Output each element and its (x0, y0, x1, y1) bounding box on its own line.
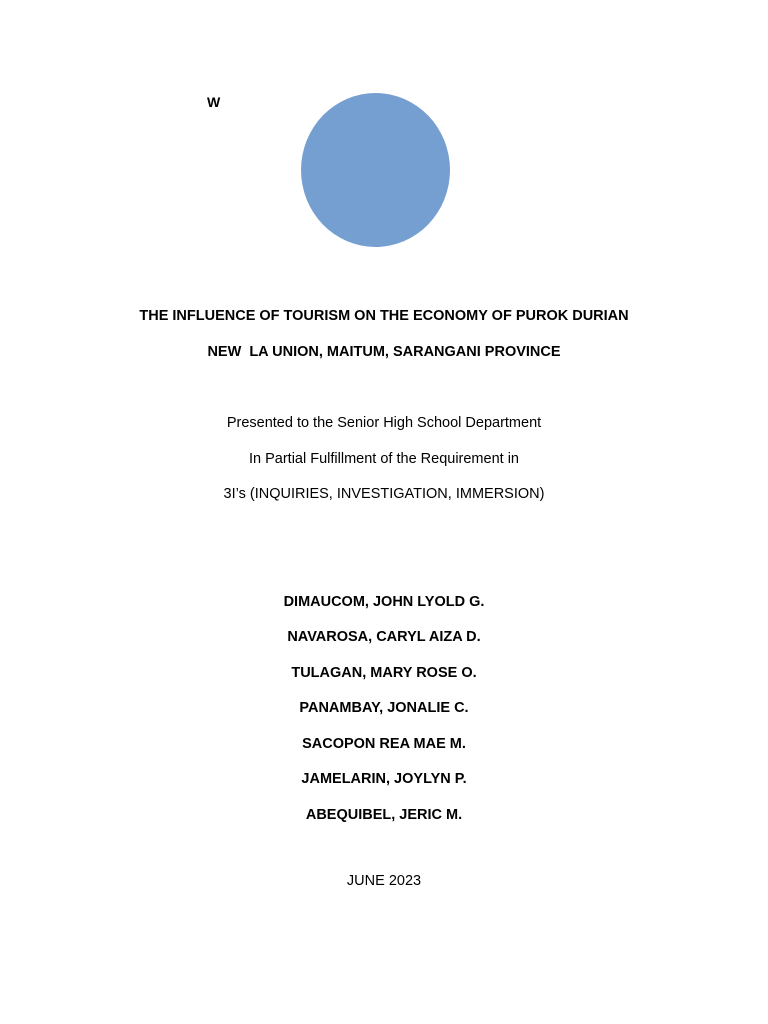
author-name: ABEQUIBEL, JERIC M. (305, 807, 463, 823)
title-line-1: THE INFLUENCE OF TOURISM ON THE ECONOMY OF PUROK DURIAN (139, 308, 629, 324)
blue-circle-logo (301, 93, 450, 247)
date-line: JUNE 2023 (346, 873, 422, 889)
author-name: SACOPON REA MAE M. (302, 736, 466, 752)
stray-mark-text: W (207, 94, 221, 110)
author-name: JAMELARIN, JOYLYN P. (301, 771, 467, 787)
presented-to-line: Presented to the Senior High School Department (226, 415, 542, 431)
title-line-2: NEW LA UNION, MAITUM, SARANGANI PROVINCE (207, 344, 561, 360)
author-name: PANAMBAY, JONALIE C. (299, 700, 469, 716)
author-name: NAVAROSA, CARYL AIZA D. (287, 629, 481, 645)
fulfillment-line: In Partial Fulfillment of the Requirement in (249, 451, 519, 467)
subject-line: 3I’s (INQUIRIES, INVESTIGATION, IMMERSION) (223, 486, 545, 502)
author-name: DIMAUCOM, JOHN LYOLD G. (283, 594, 485, 610)
author-name: TULAGAN, MARY ROSE O. (291, 665, 477, 681)
